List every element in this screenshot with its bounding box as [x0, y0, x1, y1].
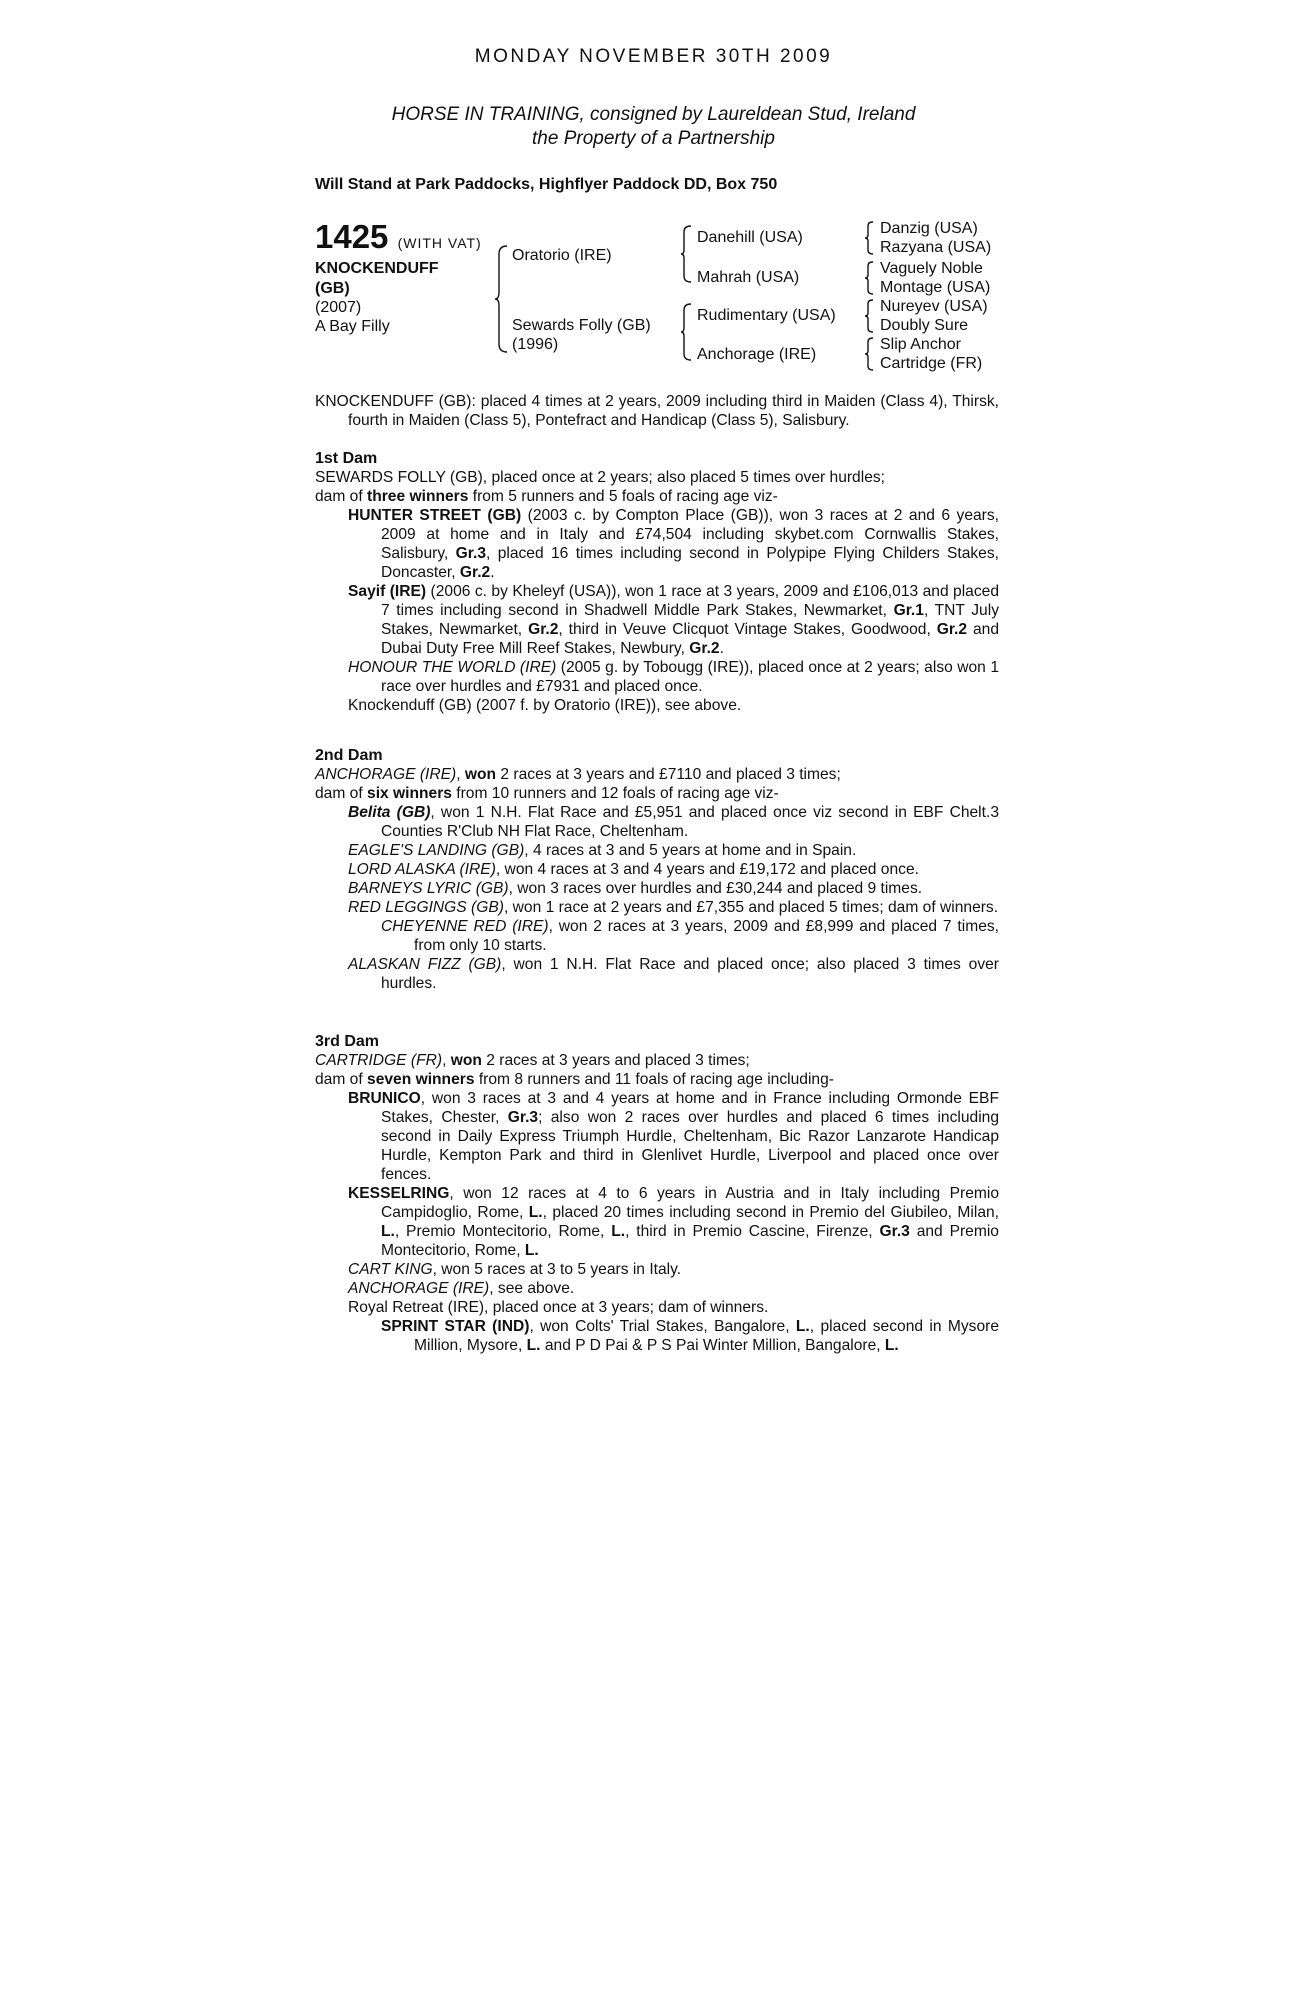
produce-entry: ALASKAN FIZZ (GB), won 1 N.H. Flat Race and placed once; also placed 3 times over hurdles. [348, 956, 999, 992]
pedigree-sire: Oratorio (IRE) [512, 247, 612, 264]
pedigree-sds: Vaguely Noble [880, 260, 983, 277]
pedigree-bracket-dd [865, 336, 875, 372]
pedigree-dam-year: (1996) [512, 336, 559, 353]
produce-entry: ANCHORAGE (IRE), see above. [348, 1280, 575, 1297]
pedigree-bracket-ds [865, 298, 875, 334]
horse-summary [315, 392, 999, 430]
second-dam-section [315, 746, 999, 993]
produce-entry: Knockenduff (GB) (2007 f. by Oratorio (IRE)), see above. [348, 697, 742, 714]
produce-entry: HONOUR THE WORLD (IRE) (2005 g. by Tobougg (IRE)), placed once at 2 years; also won 1 race over hurdles and £7931 and placed once. [348, 659, 999, 695]
horse-name: KNOCKENDUFF [315, 260, 439, 277]
lot-number: 1425 [315, 218, 389, 255]
horse-summary-text: KNOCKENDUFF (GB): placed 4 times at 2 years, 2009 including third in Maiden (Class 4), Thirsk, fourth in Maiden (Class 5), Pontefract and Handicap (Class 5), Salisbury. [315, 393, 999, 429]
pedigree-bracket-sd [865, 260, 875, 296]
third-dam-produce-line: dam of seven winners from 8 runners and 11 foals of racing age including- [315, 1071, 834, 1088]
pedigree-sire-sire: Danehill (USA) [697, 229, 803, 246]
pedigree-bracket-dam [681, 302, 693, 362]
pedigree-bracket-gen1 [495, 244, 509, 354]
produce-entry: LORD ALASKA (IRE), won 4 races at 3 and 4 years and £19,172 and placed once. [348, 861, 919, 878]
pedigree-ssd: Razyana (USA) [880, 239, 992, 256]
produce-entry: HUNTER STREET (GB) (2003 c. by Compton Place (GB)), won 3 races at 2 and 6 years, 2009 at home and in Italy and £74,504 including skybet.com Cornwallis Stakes, Salisbury, Gr.3, placed 16 times including second in Polypipe Flying Childers Stakes, Doncaster, Gr.2. [348, 507, 999, 581]
first-dam-heading: 1st Dam [315, 450, 378, 467]
pedigree-dam-dam: Anchorage (IRE) [697, 346, 817, 363]
produce-entry: KESSELRING, won 12 races at 4 to 6 years in Austria and in Italy including Premio Campidoglio, Rome, L., placed 20 times including second in Premio del Giubileo, Milan, L., Premio Montecitorio, Rome, L., third in Premio Cascine, Firenze, Gr.3 and Premio Montecitorio, Rome, L. [348, 1185, 999, 1259]
produce-entry: SPRINT STAR (IND), won Colts' Trial Stakes, Bangalore, L., placed second in Mysore Million, Mysore, L. and P D Pai & P S Pai Winter Million, Bangalore, L. [381, 1318, 1000, 1354]
pedigree-dsd: Doubly Sure [880, 317, 969, 334]
pedigree-sire-dam: Mahrah (USA) [697, 269, 800, 286]
pedigree-dds: Slip Anchor [880, 336, 961, 353]
vat-label: (WITH VAT) [397, 235, 482, 251]
produce-entry: Belita (GB), won 1 N.H. Flat Race and £5,951 and placed once viz second in EBF Chelt.3 Counties R'Club NH Flat Race, Cheltenham. [348, 804, 999, 840]
pedigree-bracket-sire [681, 224, 693, 284]
pedigree-bracket-ss [865, 220, 875, 256]
foaling-year: (2007) [315, 299, 362, 316]
third-dam-section [315, 1032, 999, 1355]
sale-date: MONDAY NOVEMBER 30TH 2009 [474, 46, 833, 67]
first-dam-produce-line: dam of three winners from 5 runners and 5 foals of racing age viz- [315, 488, 778, 505]
produce-entry: EAGLE'S LANDING (GB), 4 races at 3 and 5 years at home and in Spain. [348, 842, 857, 859]
pedigree-dam: Sewards Folly (GB) [512, 317, 651, 334]
pedigree-dss: Nureyev (USA) [880, 298, 988, 315]
horse-origin: (GB) [315, 280, 350, 297]
consignment-subtitle: the Property of a Partnership [532, 128, 775, 149]
produce-entry: Sayif (IRE) (2006 c. by Kheleyf (USA)), won 1 race at 3 years, 2009 and £106,013 and placed 7 times including second in Shadwell Middle Park Stakes, Newmarket, Gr.1, TNT July Stakes, Newmarket, Gr.2, third in Veuve Clicquot Vintage Stakes, Goodwood, Gr.2 and Dubai Duty Free Mill Reef Stakes, Newbury, Gr.2. [348, 583, 999, 657]
produce-entry: BARNEYS LYRIC (GB), won 3 races over hurdles and £30,244 and placed 9 times. [348, 880, 923, 897]
first-dam-line: SEWARDS FOLLY (GB), placed once at 2 years; also placed 5 times over hurdles; [315, 469, 886, 486]
produce-entry: CART KING, won 5 races at 3 to 5 years in Italy. [348, 1261, 682, 1278]
second-dam-heading: 2nd Dam [315, 747, 383, 764]
third-dam-heading: 3rd Dam [315, 1033, 380, 1050]
consignment-title: HORSE IN TRAINING, consigned by Laureldean Stud, Ireland [391, 104, 916, 125]
second-dam-line: ANCHORAGE (IRE), won 2 races at 3 years and £7110 and placed 3 times; [315, 766, 841, 783]
lot-number-block [315, 220, 482, 253]
horse-description: A Bay Filly [315, 318, 390, 335]
second-dam-produce-line: dam of six winners from 10 runners and 12 foals of racing age viz- [315, 785, 779, 802]
pedigree-sss: Danzig (USA) [880, 220, 978, 237]
first-dam-section [315, 449, 999, 715]
stand-location: Will Stand at Park Paddocks, Highflyer Paddock DD, Box 750 [315, 176, 778, 193]
third-dam-line: CARTRIDGE (FR), won 2 races at 3 years and placed 3 times; [315, 1052, 750, 1069]
produce-entry: CHEYENNE RED (IRE), won 2 races at 3 years, 2009 and £8,999 and placed 7 times, from only 10 starts. [381, 918, 999, 954]
pedigree-dam-sire: Rudimentary (USA) [697, 307, 836, 324]
produce-entry: RED LEGGINGS (GB), won 1 race at 2 years and £7,355 and placed 5 times; dam of winners. [348, 899, 999, 916]
produce-entry: BRUNICO, won 3 races at 3 and 4 years at home and in France including Ormonde EBF Stakes, Chester, Gr.3; also won 2 races over hurdles and placed 6 times including second in Daily Express Triumph Hurdle, Cheltenham, Bic Razor Lanzarote Handicap Hurdle, Kempton Park and third in Glenlivet Hurdle, Liverpool and placed once over fences. [348, 1090, 1000, 1183]
pedigree-ddd: Cartridge (FR) [880, 355, 983, 372]
produce-entry: Royal Retreat (IRE), placed once at 3 years; dam of winners. [348, 1299, 769, 1316]
pedigree-sdd: Montage (USA) [880, 279, 991, 296]
